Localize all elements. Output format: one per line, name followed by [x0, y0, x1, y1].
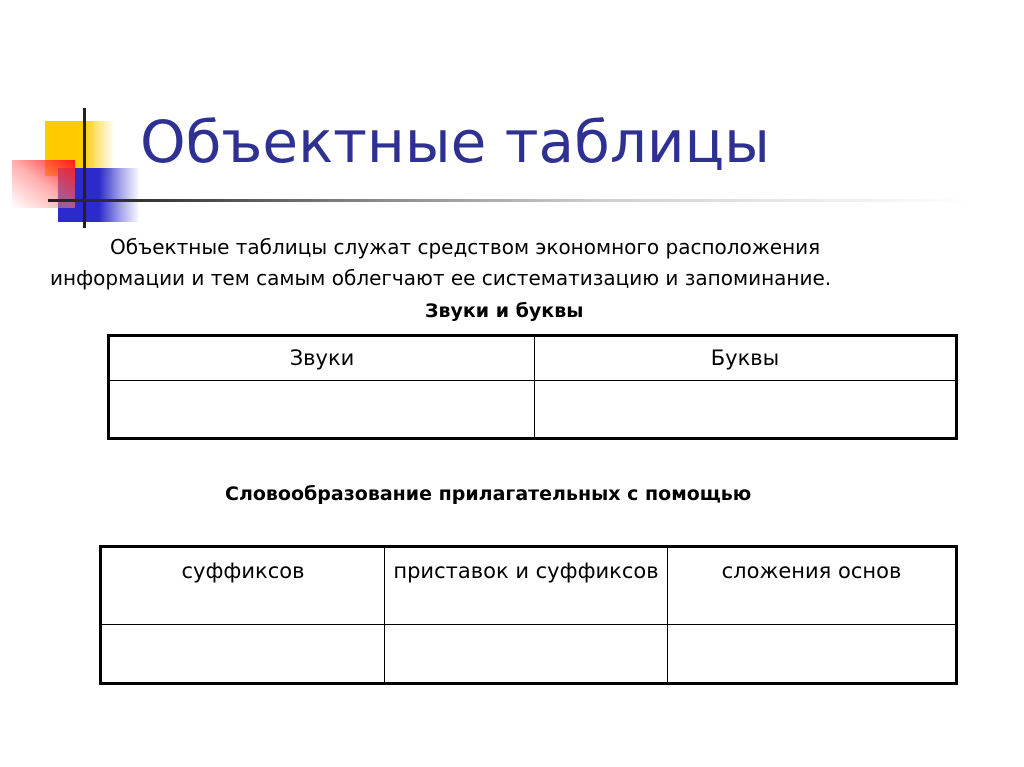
- table-cell: [385, 625, 668, 684]
- sounds-letters-table: [107, 334, 958, 440]
- vertical-line-divider: [83, 108, 86, 228]
- intro-paragraph: [50, 232, 950, 294]
- table-header-row: [109, 336, 957, 381]
- title-underline-divider: [48, 199, 973, 202]
- intro-line-2: информации и тем самым облегчают ее систематизацию и запоминание.: [50, 266, 832, 290]
- word-formation-table: [99, 545, 958, 685]
- intro-line-1: Объектные таблицы служат средством экономного расположения: [110, 235, 821, 259]
- header-cell-prefixes-suffixes: приставок и суффиксов: [385, 547, 668, 625]
- header-cell-letters: Буквы: [535, 336, 957, 381]
- table-header-row: [101, 547, 957, 625]
- header-cell-suffixes: суффиксов: [101, 547, 385, 625]
- table-1-caption: Звуки и буквы: [425, 300, 584, 322]
- table-cell: [535, 381, 957, 439]
- header-cell-stem-compounding: сложения основ: [668, 547, 957, 625]
- slide-title: Объектные таблицы: [140, 108, 770, 176]
- table-cell: [101, 625, 385, 684]
- table-cell: [109, 381, 535, 439]
- table-row: [101, 625, 957, 684]
- table-row: [109, 381, 957, 439]
- header-cell-sounds: Звуки: [109, 336, 535, 381]
- table-cell: [668, 625, 957, 684]
- table-2-caption: Словообразование прилагательных с помощью: [225, 483, 752, 505]
